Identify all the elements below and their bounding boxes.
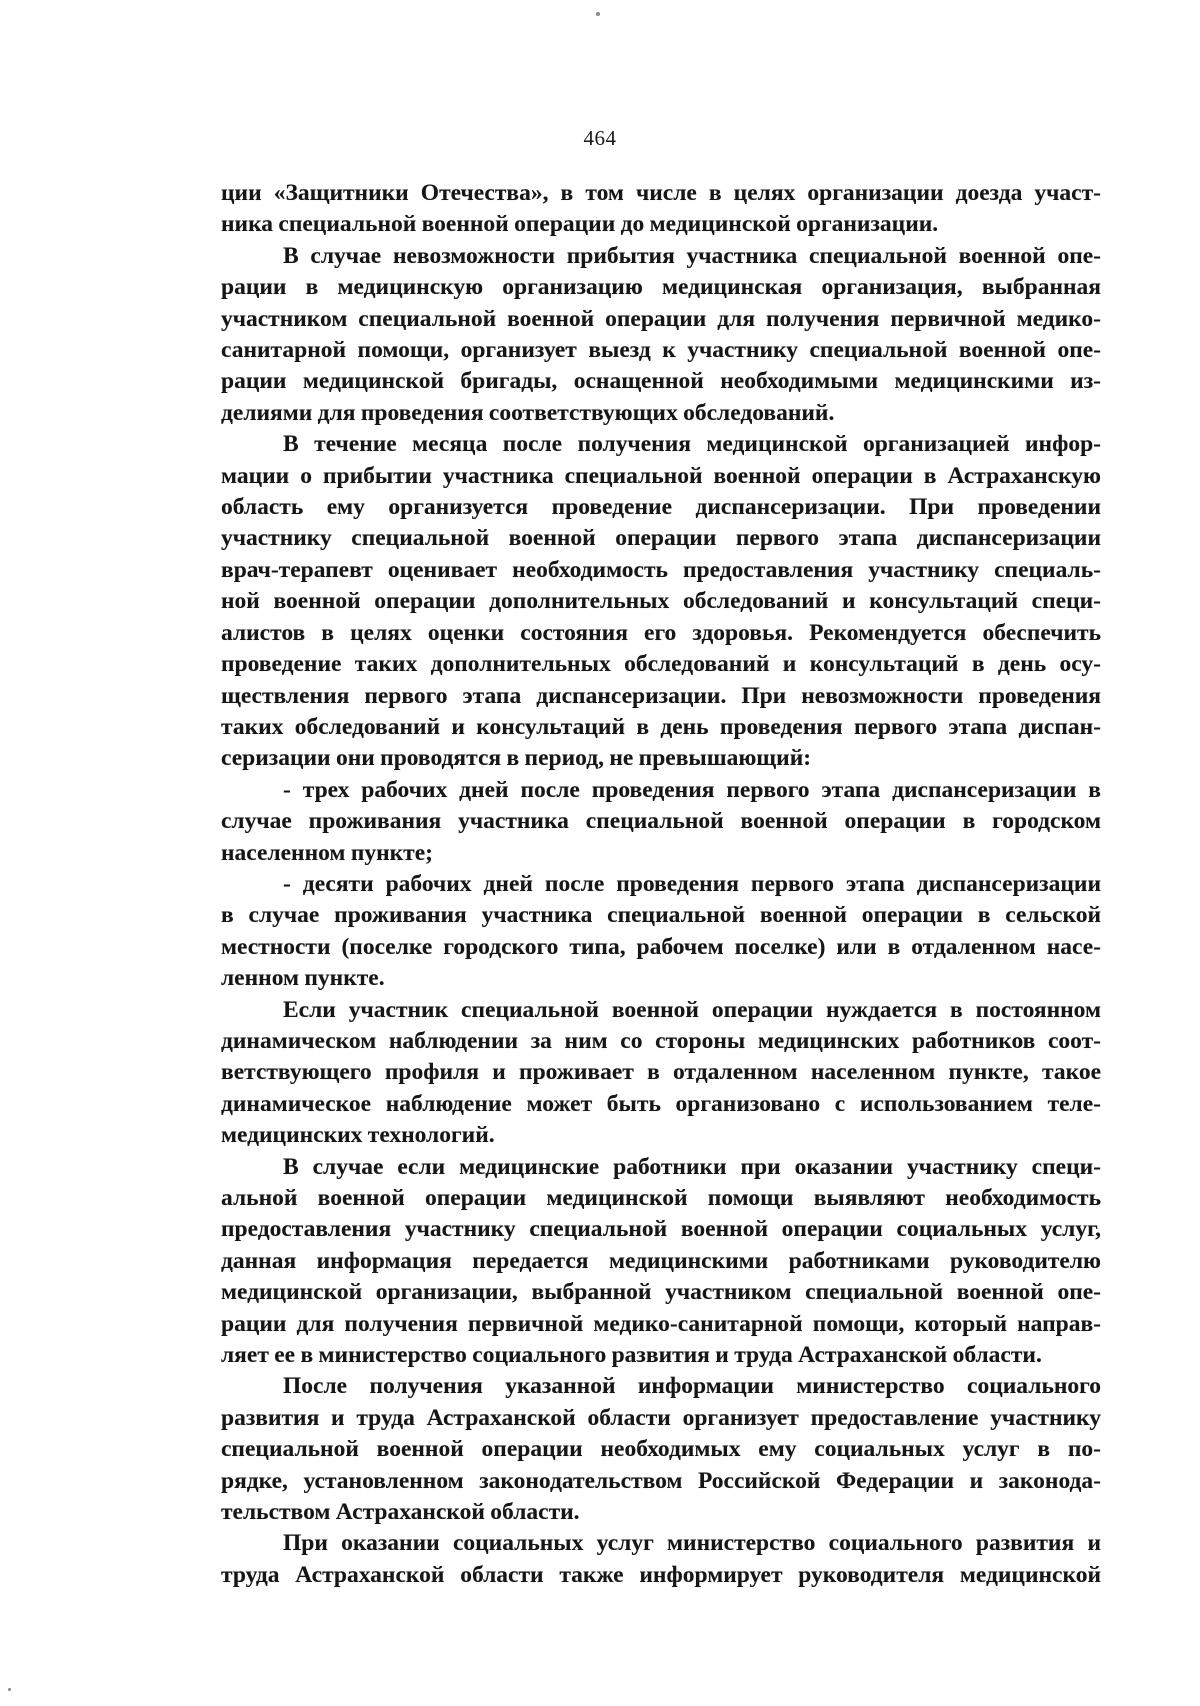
scan-speck xyxy=(8,1688,11,1691)
text-line: участнику специальной военной операции первого этапа диспансеризации xyxy=(221,525,1101,552)
document-body xyxy=(221,178,1101,1591)
text-line: тельством Астраханской области. xyxy=(221,1499,580,1526)
text-line: мации о прибытии участника специальной военной операции в Астраханскую xyxy=(221,462,1101,489)
paragraph xyxy=(221,1152,1101,1372)
text-line: ника специальной военной операции до медицинской организации. xyxy=(221,211,939,238)
text-line: специальной военной операции необходимых ему социальных услуг в по- xyxy=(221,1436,1101,1463)
text-line: развития и труда Астраханской области организует предоставление участнику xyxy=(221,1404,1101,1431)
text-line: ной военной операции дополнительных обследований и консультаций специ- xyxy=(221,588,1101,615)
text-line: динамическое наблюдение может быть организовано с использованием теле- xyxy=(221,1090,1101,1117)
text-line: рядке, установленном законодательством Российской Федерации и законода- xyxy=(221,1467,1101,1494)
text-line: данная информация передается медицинскими работниками руководителю xyxy=(221,1247,1101,1274)
text-line: динамическом наблюдении за ним со стороны медицинских работников соот- xyxy=(221,1027,1101,1054)
text-line: случае проживания участника специальной военной операции в городском xyxy=(221,808,1101,835)
text-line: медицинской организации, выбранной участником специальной военной опе- xyxy=(221,1279,1101,1306)
text-line: труда Астраханской области также информирует руководителя медицинской xyxy=(221,1561,1101,1588)
text-line: ветствующего профиля и проживает в отдаленном населенном пункте, такое xyxy=(221,1059,1101,1086)
scan-speck xyxy=(596,12,600,16)
text-line: ляет ее в министерство социального развития и труда Астраханской области. xyxy=(221,1342,1042,1369)
paragraph xyxy=(221,775,1101,869)
text-line: участником специальной военной операции для получения первичной медико- xyxy=(221,305,1101,332)
page-number: 464 xyxy=(583,126,617,150)
text-line: ции «Защитники Отечества», в том числе в целях организации доезда участ- xyxy=(221,180,1101,206)
text-line: В течение месяца после получения медицинской организацией инфор- xyxy=(283,431,1101,458)
text-line: - трех рабочих дней после проведения первого этапа диспансеризации в xyxy=(283,776,1101,803)
text-line: санитарной помощи, организует выезд к участнику специальной военной опе- xyxy=(221,337,1101,364)
text-line: область ему организуется проведение диспансеризации. При проведении xyxy=(221,494,1101,521)
text-line: При оказании социальных услуг министерство социального развития и xyxy=(283,1530,1101,1557)
text-line: рации в медицинскую организацию медицинская организация, выбранная xyxy=(221,274,1101,301)
text-line: алистов в целях оценки состояния его здоровья. Рекомендуется обеспечить xyxy=(221,619,1101,646)
paragraph xyxy=(221,178,1101,241)
paragraph xyxy=(221,995,1101,1152)
text-line: врач-терапевт оценивает необходимость предоставления участнику специаль- xyxy=(221,556,1101,583)
text-line: населенном пункте; xyxy=(221,839,433,866)
text-line: После получения указанной информации министерство социального xyxy=(283,1373,1101,1400)
text-line: медицинских технологий. xyxy=(221,1122,495,1149)
paragraph xyxy=(221,1371,1101,1528)
text-line: Если участник специальной военной операции нуждается в постоянном xyxy=(283,996,1101,1023)
text-line: альной военной операции медицинской помощи выявляют необходимость xyxy=(221,1185,1101,1211)
text-line: в случае проживания участника специальной военной операции в сельской xyxy=(221,902,1101,929)
text-line: серизации они проводятся в период, не превышающий: xyxy=(221,745,812,772)
text-line: - десяти рабочих дней после проведения первого этапа диспансеризации xyxy=(283,870,1101,897)
text-line: В случае невозможности прибытия участника специальной военной опе- xyxy=(283,242,1101,269)
paragraph xyxy=(221,1528,1101,1591)
text-line: делиями для проведения соответствующих обследований. xyxy=(221,399,835,426)
text-line: проведение таких дополнительных обследований и консультаций в день осу- xyxy=(221,651,1101,678)
text-line: рации для получения первичной медико-санитарной помощи, который направ- xyxy=(221,1310,1101,1337)
text-line: предоставления участнику специальной военной операции социальных услуг, xyxy=(221,1216,1101,1243)
text-line: таких обследований и консультаций в день проведения первого этапа диспан- xyxy=(221,713,1101,740)
paragraph xyxy=(221,869,1101,995)
paragraph xyxy=(221,241,1101,429)
text-line: В случае если медицинские работники при оказании участнику специ- xyxy=(283,1153,1101,1180)
paragraph xyxy=(221,429,1101,774)
text-line: ществления первого этапа диспансеризации. При невозможности проведения xyxy=(221,682,1101,709)
text-line: ленном пункте. xyxy=(221,965,385,992)
text-line: местности (поселке городского типа, рабочем поселке) или в отдаленном насе- xyxy=(221,933,1101,960)
text-line: рации медицинской бригады, оснащенной необходимыми медицинскими из- xyxy=(221,368,1101,395)
